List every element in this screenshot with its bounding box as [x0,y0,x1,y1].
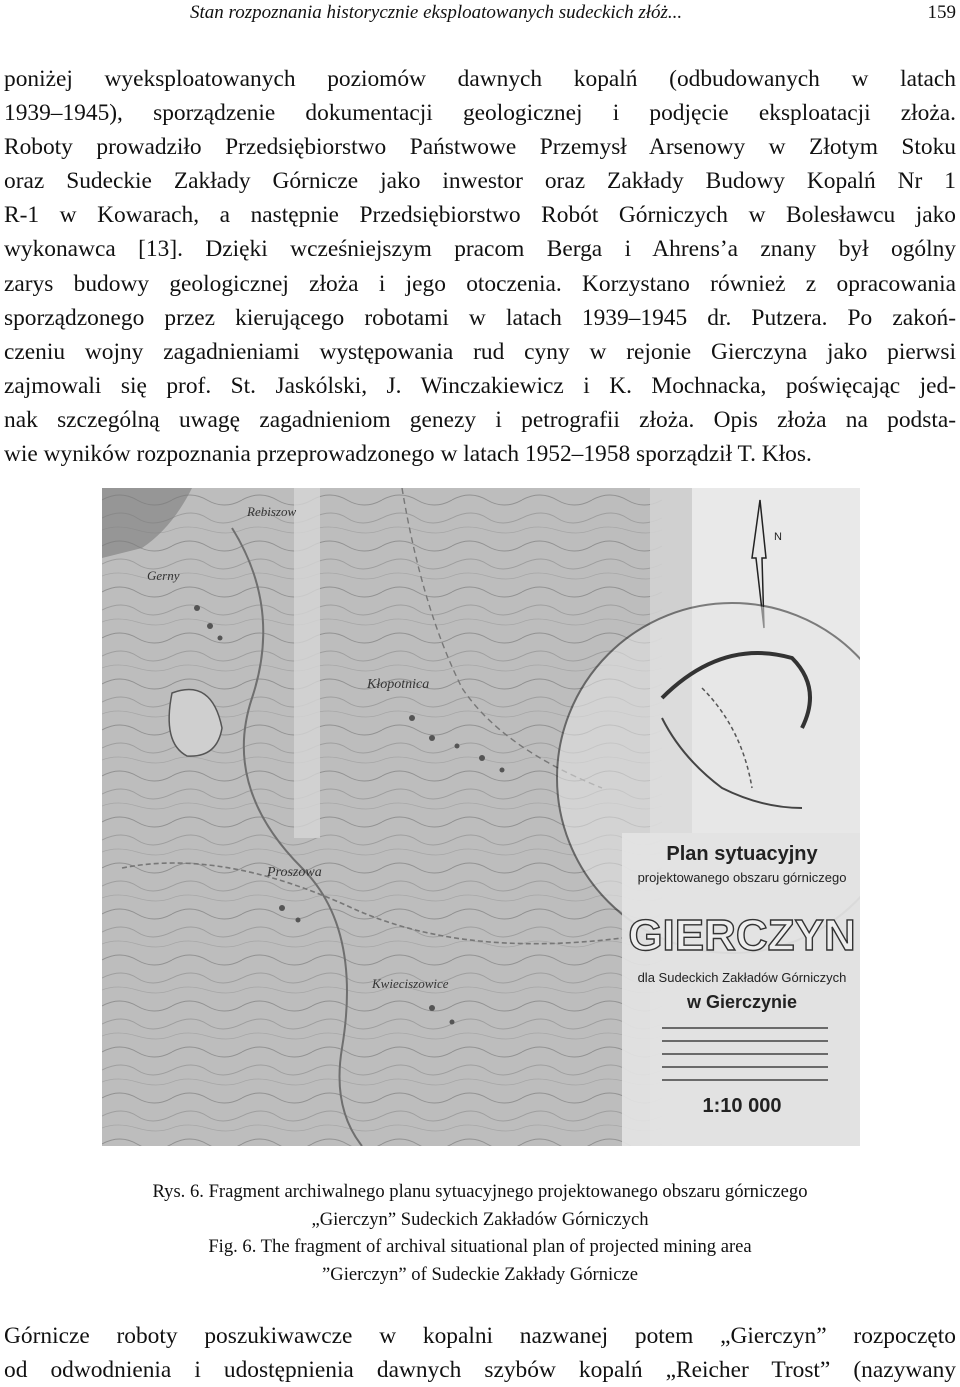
map-label: Proszowa [267,865,322,880]
paragraph-line: poniżej wyeksploatowanych poziomów dawnych kopalń (odbudowanych w latach [4,66,956,92]
map-label: Kwieciszowice [372,976,449,991]
figure-caption-english [0,1233,960,1288]
paragraph-line: 1939–1945), sporządzenie dokumentacji geologicznej i podjęcie eksploatacji złoża. [4,100,956,127]
plan-title: projektowanego obszaru górniczego [637,870,847,885]
paragraph-line: oraz Sudeckie Zakłady Górnicze jako inwestor oraz Zakłady Budowy Kopalń Nr 1 [4,168,956,195]
caption-line: „Gierczyn” Sudeckich Zakładów Górniczych [311,1208,649,1230]
running-title: Stan rozpoznania historycznie eksploatowanych sudeckich złóż... [190,2,683,23]
svg-text:N: N [774,531,782,543]
paragraph-line: od odwodnienia i udostępnienia dawnych szybów kopalń „Reicher Trost” (nazywany [4,1357,956,1384]
figure-caption-polish [0,1178,960,1233]
paragraph-line: R-1 w Kowarach, a następnie Przedsiębiorstwo Robót Górniczych w Bolesławcu jako [4,202,956,229]
paragraph-line: nak szczególną uwagę zagadnieniom genezy i petrografii złoża. Opis złoża na podsta- [4,406,956,433]
body-paragraph-1 [4,62,956,471]
caption-line: ”Gierczyn” of Sudeckie Zakłady Górnicze [322,1263,638,1285]
paragraph-line: czeniu wojny zagadnieniami występowania rud cyny w rejonie Gierczyna jako pierwsi [4,338,956,365]
plan-subtitle: w Gierczynie [686,992,798,1012]
paragraph-line: sporządzonego przez kierującego robotami w latach 1939–1945 dr. Putzera. Po zakoń- [4,304,956,331]
plan-subtitle: dla Sudeckich Zakładów Górniczych [637,970,847,985]
caption-line: Fig. 6. The fragment of archival situational plan of projected mining area [208,1236,752,1257]
body-paragraph-2 [4,1319,956,1387]
paragraph-line: wie wyników rozpoznania przeprowadzonego w latach 1952–1958 sporządził T. Kłos. [4,441,812,468]
paragraph-line: wykonawca [13]. Dzięki wcześniejszym pracom Berga i Ahrens’a znany był ogólny [4,236,956,263]
page-number: 159 [927,2,956,23]
paragraph-line: Górnicze roboty poszukiwawcze w kopalni nazwanej potem „Gierczyn” rozpoczęto [4,1323,956,1349]
paragraph-line: zarys budowy geologicznej złoża i jego otoczenia. Korzystano również z opracowania [4,270,956,297]
map-label: Rebiszow [247,504,297,519]
plan-name: GIERCZYN [628,911,856,960]
plan-scale: 1:10 000 [702,1095,782,1117]
plan-title: Plan sytuacyjny [666,843,818,865]
paragraph-line: zajmowali się prof. St. Jaskólski, J. Winczakiewicz i K. Mochnacka, poświęcając jed- [4,372,956,399]
paragraph-line: Roboty prowadziło Przedsiębiorstwo Państwowe Przemysł Arsenowy w Złotym Stoku [4,134,956,161]
caption-line: Rys. 6. Fragment archiwalnego planu sytuacyjnego projektowanego obszaru górniczego [152,1181,808,1202]
archival-map-image [102,488,860,1146]
archival-map-figure [102,488,860,1146]
running-head [190,0,960,26]
map-label: Gerny [147,568,180,583]
map-label: Kłopotnica [367,677,430,692]
